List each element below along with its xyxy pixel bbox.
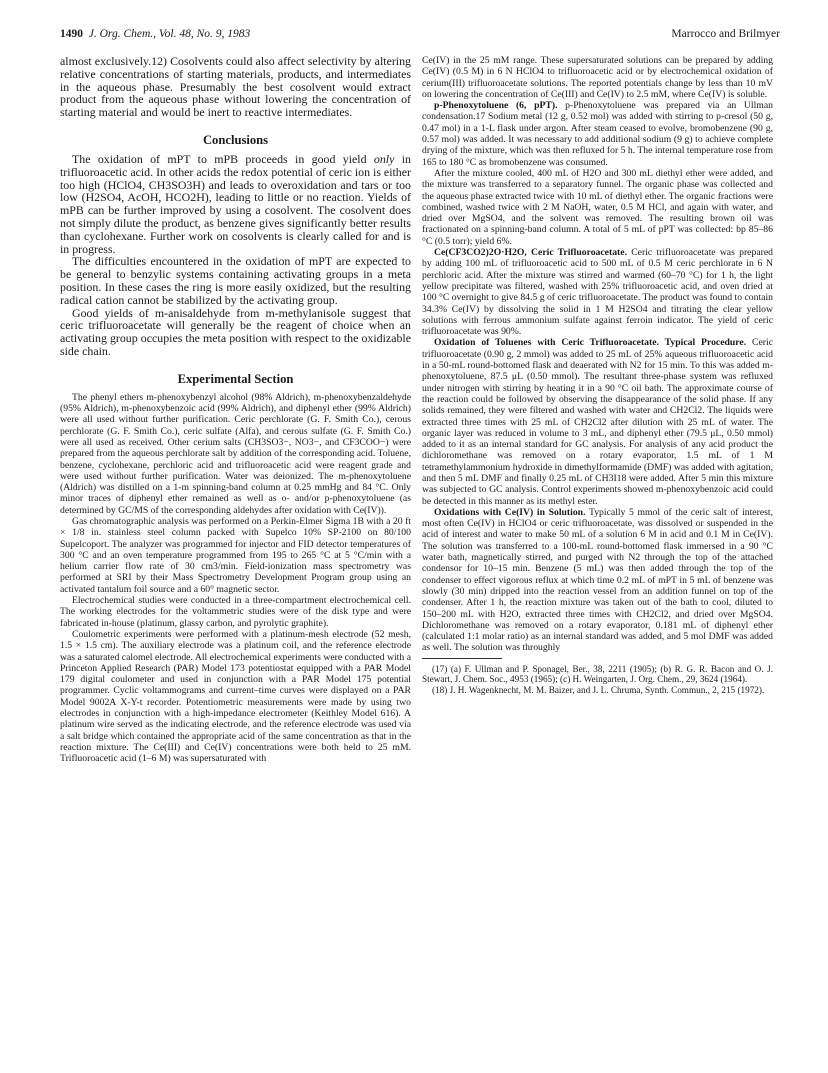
- experimental-gc-paragraph: Gas chromatographic analysis was performed on a Perkin-Elmer Sigma 1B with a 20 ft × 1/8 in. stainless steel column packed with Supelco 10% SP-2100 on 80/100 Supelcoport. The analyzer was programmed for injector and FID detector temperatures of 300 °C and an oven temperature programmed from 195 to 265 °C at 5 °C/min with a helium carrier flow rate of 30 cm3/min. Field-ionization mass spectrometry was performed at SRI by their Mass Spectrometry Development Program group using an activated tantalum foil source and a 60° magnetic sector.: [60, 516, 411, 595]
- ppt-workup-paragraph: After the mixture cooled, 400 mL of H2O and 300 mL diethyl ether were added, and the mixture was transferred to a separatory funnel. The organic phase was collected and the aqueous phase extracted twice with 10 mL of diethyl ether. The organic fractions were combined, washed twice with 2 M NaOH, water, 0.5 M HCl, and again with water, and dried over MgSO4, and the solvent was removed. The resulting brown oil was fractionated on a spinning-band column. A total of 5 mL of pPT was collected: bp 85–86 °C (0.5 torr); yield 6%.: [422, 167, 773, 247]
- journal-citation: J. Org. Chem., Vol. 48, No. 9, 1983: [88, 28, 251, 40]
- header-authors: Marrocco and Brilmyer: [671, 28, 780, 40]
- ceric-trifluoroacetate-title: Ce(CF3CO2)2O·H2O, Ceric Trifluoroacetate.: [434, 247, 627, 259]
- left-column: [60, 55, 411, 1055]
- supersaturated-solutions-paragraph: Ce(IV) in the 25 mM range. These supersaturated solutions can be prepared by adding Ce(IV) (0.5 M) in 6 N HClO4 to trifluoroacetic acid or by electrochemical oxidation of cerium(III) trifluoroacetate solutions. The reported potentials change by less than 10 mV on lowering the concentration of Ce(III) and Ce(IV) to 2.5 mM, where Ce(IV) is soluble.: [422, 55, 773, 100]
- oxidation-toluenes-paragraph: [422, 337, 773, 506]
- experimental-heading: Experimental Section: [177, 371, 294, 386]
- footnote-18: (18) J. H. Wagenknecht, M. M. Baizer, and J. L. Chruma, Synth. Commun., 2, 215 (1972).: [432, 684, 765, 695]
- conclusions-p1-rest: in trifluoroacetic acid. In other acids the redox potential of ceric ion is either too high (HClO4, CH3SO3H) and leads to overoxidation and tars or too low (H2SO4, AcOH, HCO2H), leading to little or no reaction. Yields of mPB can be further improved by using a cosolvent. The cosolvent does not simply dilute the product, as benzene gives significantly better results than cyclohexane. Further work on cosolvents is clearly called for and is in progress.: [60, 151, 411, 256]
- experimental-coulometry-paragraph: Coulometric experiments were performed with a platinum-mesh electrode (52 mesh, 1.5 × 1.5 cm). The auxiliary electrode was a platinum coil, and the reference electrode was a saturated calomel electrode. All electrochemical experiments were conducted with a Princeton Applied Research (PAR) Model 173 potentiostat equipped with a PAR Model 179 digital coulometer and used in conjunction with a PAR Model 175 potential programmer. Cyclic voltammograms and current–time curves were displayed on a PAR Model 9002A X-Y-t recorder. Potentiometric measurements were made by using two electrodes in conjunction with a high-impedance electrometer (Keithley Model 616). A platinum wire served as the indicating electrode, and the reference electrode was used via a salt bridge which contained the appropriate acid of the same concentration as that in the reaction mixture. The Ce(III) and Ce(IV) concentrations were both held to 25 mM. Trifluoroacetic acid (1–6 M) was supersaturated with: [60, 628, 411, 765]
- conclusions-paragraph-1: [60, 153, 411, 255]
- oxidation-solution-title: Oxidations with Ce(IV) in Solution.: [434, 506, 586, 518]
- ppt-body: p-Phenoxytoluene was prepared via an Ullman condensation.17 Sodium metal (12 g, 0.52 mol) was added with stirring to p-cresol (50 g, 0.47 mol) in a 1-L flask under argon. After steam ceased to evolve, bromobenzene (90 g, 0.57 mol) was added. It was necessary to add additional sodium (9 g) to achieve complete drying of the mixture, which was then refluxed for 5 h. The internal temperature rose from 165 to 180 °C as bromobenzene was consumed.: [422, 100, 773, 168]
- oxidation-toluenes-body: Ceric trifluoroacetate (0.90 g, 2 mmol) was added to 25 mL of 25% aqueous trifluoroacetic acid in a 50-mL round-bottomed flask and deaerated with N2 for 15 min. To this was added m-phenoxytoluene, 87.5 μL (0.50 mmol). The resultant three-phase system was refluxed under nitrogen with stirring by heating it in a 90 °C oil bath. The approximate course of the reaction could be followed by observing the disappearance of the solid phase. If any solids remained, they were filtered and washed with water and CH2Cl2. The liquids were extracted three times with 25 mL of CH2Cl2 after dilution with 25 mL of water. The organic layer was reduced in volume to 3 mL, and diphenyl ether (79.5 μL, 0.50 mmol) added to it as an internal standard for GC analysis. For analysis of any acid product the dichloromethane was removed on a rotary evaporator, 1.5 mL of 1 M tetramethylammonium hydroxide in dimethylformamide (DMF) was added with agitation, and then 5 mL DMF and finally 0.25 mL of CH3I18 were added. After 5 min this mixture was subjected to GC analysis. Control experiments showed m-phenoxybenzoic acid could be detected in this manner as its methyl ester.: [422, 337, 773, 507]
- intro-paragraph: almost exclusively.12) Cosolvents could also affect selectivity by altering relative concentrations of starting materials, products, and intermediates in the aqueous phase. Presumably the best cosolvent would extract product from the aqueous phase without lowering the concentration of starting material and would be inert to reactive intermediates.: [60, 55, 411, 120]
- oxidation-solution-body: Typically 5 mmol of the ceric salt of interest, most often Ce(IV) in HClO4 or ceric trifluoroacetate, was dissolved or suspended in the acid of interest and water to make 50 mL of a solution 6 M in acid and 0.1 M in Ce(IV). The solution was transferred to a 100-mL round-bottomed flask immersed in a 90 °C water bath, magnetically stirred, and purged with N2 through the top of the attached condensor for 10–15 min. Benzene (5 mL) was then added through the top of the condenser to effect vigorous reflux at which time 0.2 mL of mPT in 5 mL of benzene was slowly (30 min) dripped into the reaction vessel from an addition funnel on top of the condenser. After 1 h, the reaction mixture was taken out of the bath to cool, diluted to 150–200 mL with H2O, extracted three times with CH2Cl2, and dried over MgSO4. Dichloromethane was removed on a rotary evaporator, 0.181 mL of diphenyl ether (calculated 1:1 molar ratio) as an internal standard was added, and 5 mol DMF was added as well. The solution was throughly: [422, 506, 773, 654]
- page-number: 1490: [60, 28, 83, 40]
- conclusions-paragraph-2: The difficulties encountered in the oxidation of mPT are expected to be general to benzylic systems containing activating groups in a meta position. In these cases the ring is more easily oxidized, but the resulting radical cation cannot be stabilized by the activating group.: [60, 254, 411, 307]
- experimental-materials-paragraph: The phenyl ethers m-phenoxybenzyl alcohol (98% Aldrich), m-phenoxybenzaldehyde (95% Aldrich), m-phenoxybenzoic acid (99% Aldrich), and diphenyl ether (99% Aldrich) were all used without further purification. Ceric perchlorate (G. F. Smith Co.), cerous perchlorate (G. F. Smith Co.), ceric sulfate (Alfa), and cerous sulfate (G. F. Smith Co.) were all used as received. Other cerium salts (CH3SO3−, NO3−, and CF3COO−) were prepared from the aqueous perchlorate salt by addition of the corresponding acid. Toluene, benzene, cyclohexane, perchloric acid and trifluoroacetic acid were reagent grade and were used without further purification. Water was deionized. The m-phenoxytoluene (Aldrich) was distilled on a 1-m spinning-band column at 0.25 mmHg and 84 °C. Only minor traces of diphenyl ether remained as well as o- and/or p-phenoxytoluene (as determined by GC/MS of the corresponding aldehydes after oxidation with Ce(IV)).: [60, 391, 411, 516]
- ppt-title: p-Phenoxytoluene (6, pPT).: [434, 100, 558, 112]
- oxidation-solution-paragraph: [422, 507, 773, 654]
- experimental-electrochem-paragraph: Electrochemical studies were conducted in a three-compartment electrochemical cell. The working electrodes for the voltammetric studies were of the disk type and were fabricated in-house (platinum, glassy carbon, and pyrolytic graphite).: [60, 595, 411, 629]
- oxidation-toluenes-title: Oxidation of Toluenes with Ceric Trifluoroacetate. Typical Procedure.: [434, 337, 747, 349]
- conclusions-p1-start: The oxidation of mPT to mPB proceeds in good yield: [72, 151, 374, 166]
- ceric-trifluoroacetate-body: Ceric trifluoroacetate was prepared by adding 100 mL of trifluoroacetic acid to 500 mL of 0.5 M ceric perchlorate in 6 N perchloric acid. After the mixture was stirred and warmed (60–70 °C) for 1 h, the light yellow precipitate was filtered, washed with 25% trifluoroacetic acid, and oven dried at 100 °C overnight to give 84.5 g of ceric trifluoroacetate. The product was found to contain 34.3% Ce(IV) by dissolving the solid in 1 M H2SO4 and titrating the clear yellow solutions with ferrous ammonium sulfate against ferroin indicator. The yield of ceric trifluoroacetate was 90%.: [422, 247, 773, 338]
- conclusions-p1-emphasis: only: [373, 151, 395, 166]
- conclusions-paragraph-3: Good yields of m-anisaldehyde from m-methylanisole suggest that ceric trifluoroacetate will generally be the reagent of choice when an activating group occupies the meta position with respect to the oxidizable side chain.: [60, 305, 411, 358]
- conclusions-heading: Conclusions: [202, 132, 269, 147]
- right-column: [422, 55, 773, 1055]
- header-left: [60, 28, 250, 40]
- running-header: [60, 28, 780, 44]
- footnote-divider: [422, 658, 502, 659]
- ceric-trifluoroacetate-paragraph: [422, 247, 773, 337]
- footnote-17: (17) (a) F. Ullman and P. Sponagel, Ber., 38, 2211 (1905); (b) R. G. R. Bacon and O. J. Stewart, J. Chem. Soc., 4953 (1965); (c) H. Weingarten, J. Org. Chem., 29, 3624 (1964).: [422, 663, 773, 685]
- ppt-synthesis-paragraph: [422, 100, 773, 168]
